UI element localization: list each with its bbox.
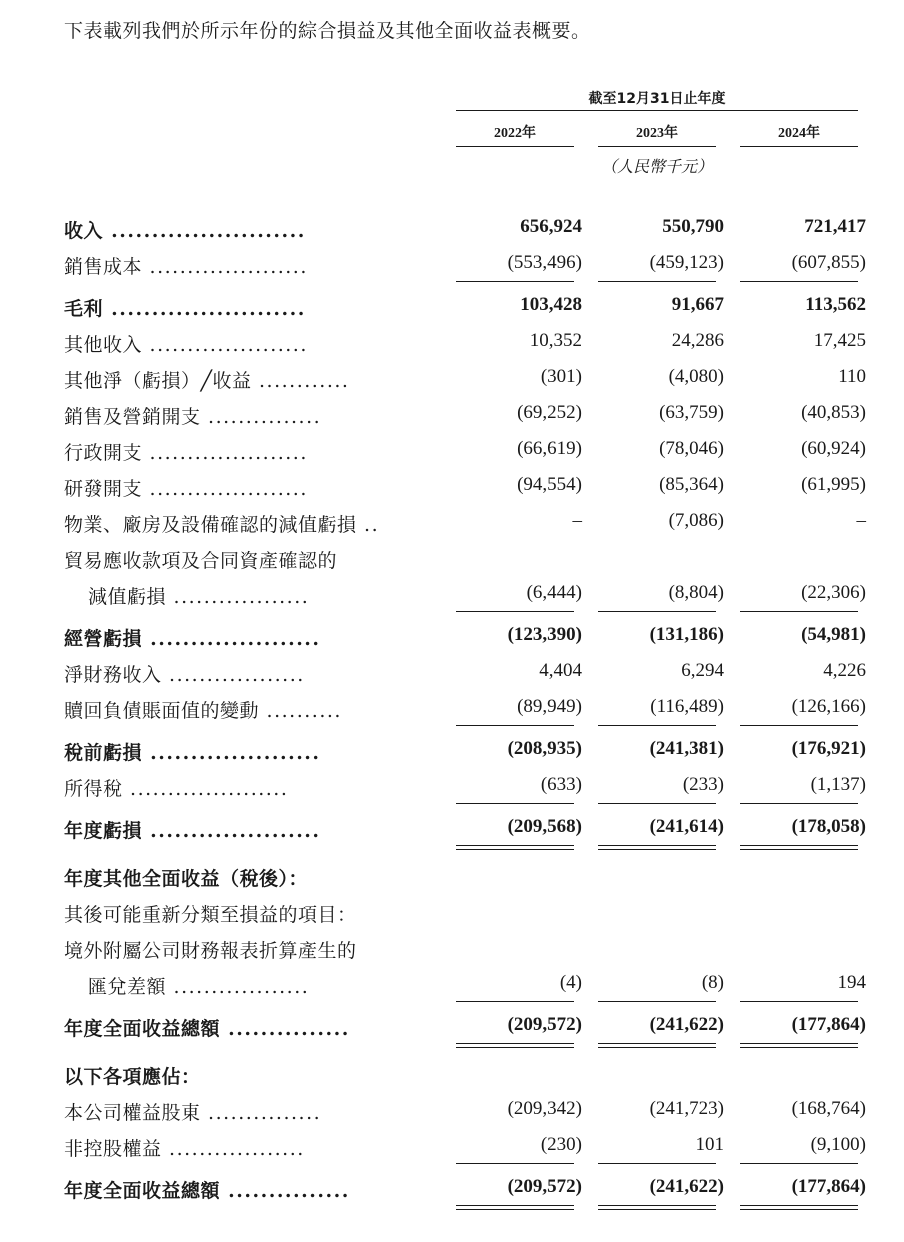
value-2023: (459,123) [649, 252, 724, 273]
value-2022: (66,619) [517, 438, 582, 459]
value-2022: (633) [540, 774, 582, 795]
leader-dots: .. [356, 514, 380, 536]
value-2022: 656,924 [520, 216, 582, 237]
value-2022: 103,428 [520, 294, 582, 315]
row-label-translation-diff-line1 [64, 936, 428, 963]
value-2023: (241,381) [649, 738, 724, 759]
value-2024: (178,058) [791, 816, 866, 837]
value-2023: (4,080) [668, 366, 724, 387]
row-label-text: 稅前虧損 [64, 742, 143, 764]
row-label-rd-expenses [64, 474, 428, 501]
row-label-text: 收入 [64, 220, 104, 242]
leader-dots: ..................... [142, 256, 308, 278]
value-2024: – [856, 510, 866, 531]
value-2022: (209,572) [507, 1014, 582, 1035]
leader-dots: .................. [166, 976, 310, 998]
double-underline [456, 1043, 574, 1048]
row-label-text: 以下各項應佔： [64, 1066, 201, 1088]
row-label-revenue [64, 216, 428, 243]
underline [740, 725, 858, 726]
value-2022: (230) [540, 1134, 582, 1155]
leader-dots: ..................... [142, 478, 308, 500]
leader-dots: ..................... [142, 742, 321, 764]
underline [456, 803, 574, 804]
value-2024: (22,306) [801, 582, 866, 603]
table-row [0, 656, 904, 692]
value-2024: 194 [837, 972, 866, 993]
period-header: 截至12月31日止年度 [588, 91, 726, 107]
row-label-oci-heading [64, 864, 428, 891]
row-label-text: 經營虧損 [64, 628, 143, 650]
double-underline [598, 1043, 716, 1048]
row-label-text: 毛利 [64, 298, 104, 320]
row-label-other-income [64, 330, 428, 357]
value-2023: (233) [682, 774, 724, 795]
row-label-other-net-gains [64, 366, 428, 393]
table-row [0, 326, 904, 362]
value-2024: (60,924) [801, 438, 866, 459]
leader-dots: ........................ [103, 298, 306, 320]
year-header-rule [598, 146, 716, 147]
value-2022: (209,568) [507, 816, 582, 837]
row-label-loss-before-tax [64, 738, 428, 765]
table-row [0, 1094, 904, 1130]
row-label-text: 其他收入 [64, 334, 143, 356]
row-label-ppe-impairment [64, 510, 428, 537]
value-2023: (63,759) [659, 402, 724, 423]
row-label-admin-expenses [64, 438, 428, 465]
table-row [0, 932, 904, 968]
table-row [0, 896, 904, 932]
value-2023: (241,622) [649, 1176, 724, 1197]
value-2022: 4,404 [539, 660, 582, 681]
leader-dots: ............... [220, 1018, 350, 1040]
leader-dots: ............... [200, 406, 322, 428]
value-2023: (131,186) [649, 624, 724, 645]
underline [456, 1001, 574, 1002]
table-row [0, 506, 904, 542]
value-2024: 17,425 [813, 330, 866, 351]
row-label-total-comprehensive-loss-2 [64, 1176, 428, 1203]
double-underline [456, 1205, 574, 1210]
row-label-text: 銷售及營銷開支 [64, 406, 201, 428]
value-2024: (607,855) [791, 252, 866, 273]
row-label-text: 匯兌差額 [88, 976, 167, 998]
leader-dots: ........................ [103, 220, 306, 242]
underline [598, 803, 716, 804]
underline [740, 281, 858, 282]
row-label-text: 其他淨（虧損）╱收益 [64, 370, 252, 392]
value-2022: (208,935) [507, 738, 582, 759]
value-2024: (61,995) [801, 474, 866, 495]
row-label-text: 其後可能重新分類至損益的項目： [64, 904, 357, 926]
table-row [0, 1058, 904, 1094]
underline [456, 725, 574, 726]
value-2022: (4) [559, 972, 582, 993]
value-2022: (301) [540, 366, 582, 387]
value-2024: (1,137) [810, 774, 866, 795]
row-label-text: 淨財務收入 [64, 664, 162, 686]
value-2024: (40,853) [801, 402, 866, 423]
value-2024: (168,764) [791, 1098, 866, 1119]
value-2023: (241,723) [649, 1098, 724, 1119]
row-label-text: 銷售成本 [64, 256, 143, 278]
table-row [0, 212, 904, 248]
double-underline [740, 1043, 858, 1048]
double-underline [456, 845, 574, 850]
row-label-text: 物業、廠房及設備確認的減值虧損 [64, 514, 357, 536]
table-row [0, 692, 904, 728]
value-2022: (123,390) [507, 624, 582, 645]
leader-dots: ............... [220, 1180, 350, 1202]
underline [598, 1163, 716, 1164]
table-row [0, 290, 904, 326]
value-2022: (94,554) [517, 474, 582, 495]
value-2024: 110 [838, 366, 866, 387]
value-2023: (8,804) [668, 582, 724, 603]
table-row [0, 1010, 904, 1046]
row-label-text: 非控股權益 [64, 1138, 162, 1160]
row-label-net-finance-income [64, 660, 428, 687]
value-2024: (9,100) [810, 1134, 866, 1155]
value-2022: (553,496) [507, 252, 582, 273]
value-2023: (85,364) [659, 474, 724, 495]
value-2023: (78,046) [659, 438, 724, 459]
intro-text: 下表載列我們於所示年份的綜合損益及其他全面收益表概要。 [64, 20, 591, 42]
leader-dots: .................. [161, 1138, 305, 1160]
row-label-text: 所得稅 [64, 778, 123, 800]
value-2023: (7,086) [668, 510, 724, 531]
row-label-text: 減值虧損 [88, 586, 167, 608]
value-2023: 91,667 [671, 294, 724, 315]
table-row [0, 1172, 904, 1208]
year-header-rule [740, 146, 858, 147]
row-label-text: 本公司權益股東 [64, 1102, 201, 1124]
value-2023: 101 [695, 1134, 724, 1155]
underline [598, 611, 716, 612]
table-row [0, 1130, 904, 1166]
leader-dots: .......... [259, 700, 342, 722]
underline [740, 803, 858, 804]
row-label-selling-expenses [64, 402, 428, 429]
leader-dots: .................. [166, 586, 310, 608]
table-row [0, 860, 904, 896]
row-label-translation-differences [88, 972, 428, 999]
value-2023: (241,614) [649, 816, 724, 837]
leader-dots: ..................... [142, 442, 308, 464]
table-row [0, 770, 904, 806]
row-label-loss-for-year [64, 816, 428, 843]
row-label-operating-loss [64, 624, 428, 651]
table-row [0, 542, 904, 578]
row-label-income-tax [64, 774, 428, 801]
table-row [0, 578, 904, 614]
table-row [0, 470, 904, 506]
value-2022: (89,949) [517, 696, 582, 717]
leader-dots: ..................... [142, 820, 321, 842]
row-label-attributable-heading [64, 1062, 428, 1089]
value-2022: – [572, 510, 582, 531]
year-header-2024: 2024年 [778, 126, 820, 141]
row-label-text: 行政開支 [64, 442, 143, 464]
row-label-cost-of-sales [64, 252, 428, 279]
row-label-text: 研發開支 [64, 478, 143, 500]
table-row [0, 734, 904, 770]
underline [740, 1163, 858, 1164]
value-2024: (177,864) [791, 1176, 866, 1197]
underline [456, 611, 574, 612]
year-header-2023: 2023年 [636, 126, 678, 141]
table-row [0, 968, 904, 1004]
value-2023: (116,489) [650, 696, 724, 717]
row-label-non-controlling-interests [64, 1134, 428, 1161]
underline [740, 611, 858, 612]
year-header-2022: 2022年 [494, 126, 536, 141]
value-2022: (69,252) [517, 402, 582, 423]
year-header-rule [456, 146, 574, 147]
underline [598, 725, 716, 726]
double-underline [598, 1205, 716, 1210]
value-2023: 24,286 [671, 330, 724, 351]
leader-dots: ..................... [122, 778, 289, 800]
row-label-text: 貿易應收款項及合同資產確認的 [64, 550, 338, 572]
table-row [0, 434, 904, 470]
leader-dots: ............ [251, 370, 350, 392]
row-label-receivables-impairment-line1 [64, 546, 428, 573]
row-label-total-comprehensive-loss [64, 1014, 428, 1041]
double-underline [740, 845, 858, 850]
value-2023: (8) [701, 972, 724, 993]
row-label-text: 年度其他全面收益（稅後）： [64, 868, 309, 890]
double-underline [740, 1205, 858, 1210]
underline [456, 281, 574, 282]
value-2024: 4,226 [823, 660, 866, 681]
row-label-redemption-liability-change [64, 696, 428, 723]
leader-dots: ............... [200, 1102, 322, 1124]
row-label-text: 贖回負債賬面值的變動 [64, 700, 260, 722]
row-label-text: 境外附屬公司財務報表折算產生的 [64, 940, 357, 962]
underline [598, 1001, 716, 1002]
value-2024: (176,921) [791, 738, 866, 759]
row-label-equity-shareholders [64, 1098, 428, 1125]
underline [456, 1163, 574, 1164]
value-2024: (177,864) [791, 1014, 866, 1035]
row-label-gross-profit [64, 294, 428, 321]
row-label-reclassifiable-items [64, 900, 428, 927]
value-2022: (209,342) [507, 1098, 582, 1119]
double-underline [598, 845, 716, 850]
value-2024: (126,166) [791, 696, 866, 717]
value-2023: 550,790 [662, 216, 724, 237]
value-2023: 6,294 [681, 660, 724, 681]
leader-dots: .................. [161, 664, 305, 686]
value-2023: (241,622) [649, 1014, 724, 1035]
row-label-text: 年度虧損 [64, 820, 143, 842]
leader-dots: ..................... [142, 334, 308, 356]
value-2022: (6,444) [526, 582, 582, 603]
period-header-rule [456, 110, 858, 111]
row-label-text: 年度全面收益總額 [64, 1018, 221, 1040]
table-row [0, 398, 904, 434]
value-2024: 113,562 [805, 294, 866, 315]
unit-header: （人民幣千元） [600, 157, 713, 176]
table-row [0, 248, 904, 284]
value-2024: 721,417 [804, 216, 866, 237]
value-2022: 10,352 [529, 330, 582, 351]
table-row [0, 362, 904, 398]
underline [598, 281, 716, 282]
leader-dots: ..................... [142, 628, 321, 650]
value-2024: (54,981) [801, 624, 866, 645]
value-2022: (209,572) [507, 1176, 582, 1197]
row-label-receivables-impairment [88, 582, 428, 609]
table-row [0, 812, 904, 848]
underline [740, 1001, 858, 1002]
table-row [0, 620, 904, 656]
row-label-text: 年度全面收益總額 [64, 1180, 221, 1202]
